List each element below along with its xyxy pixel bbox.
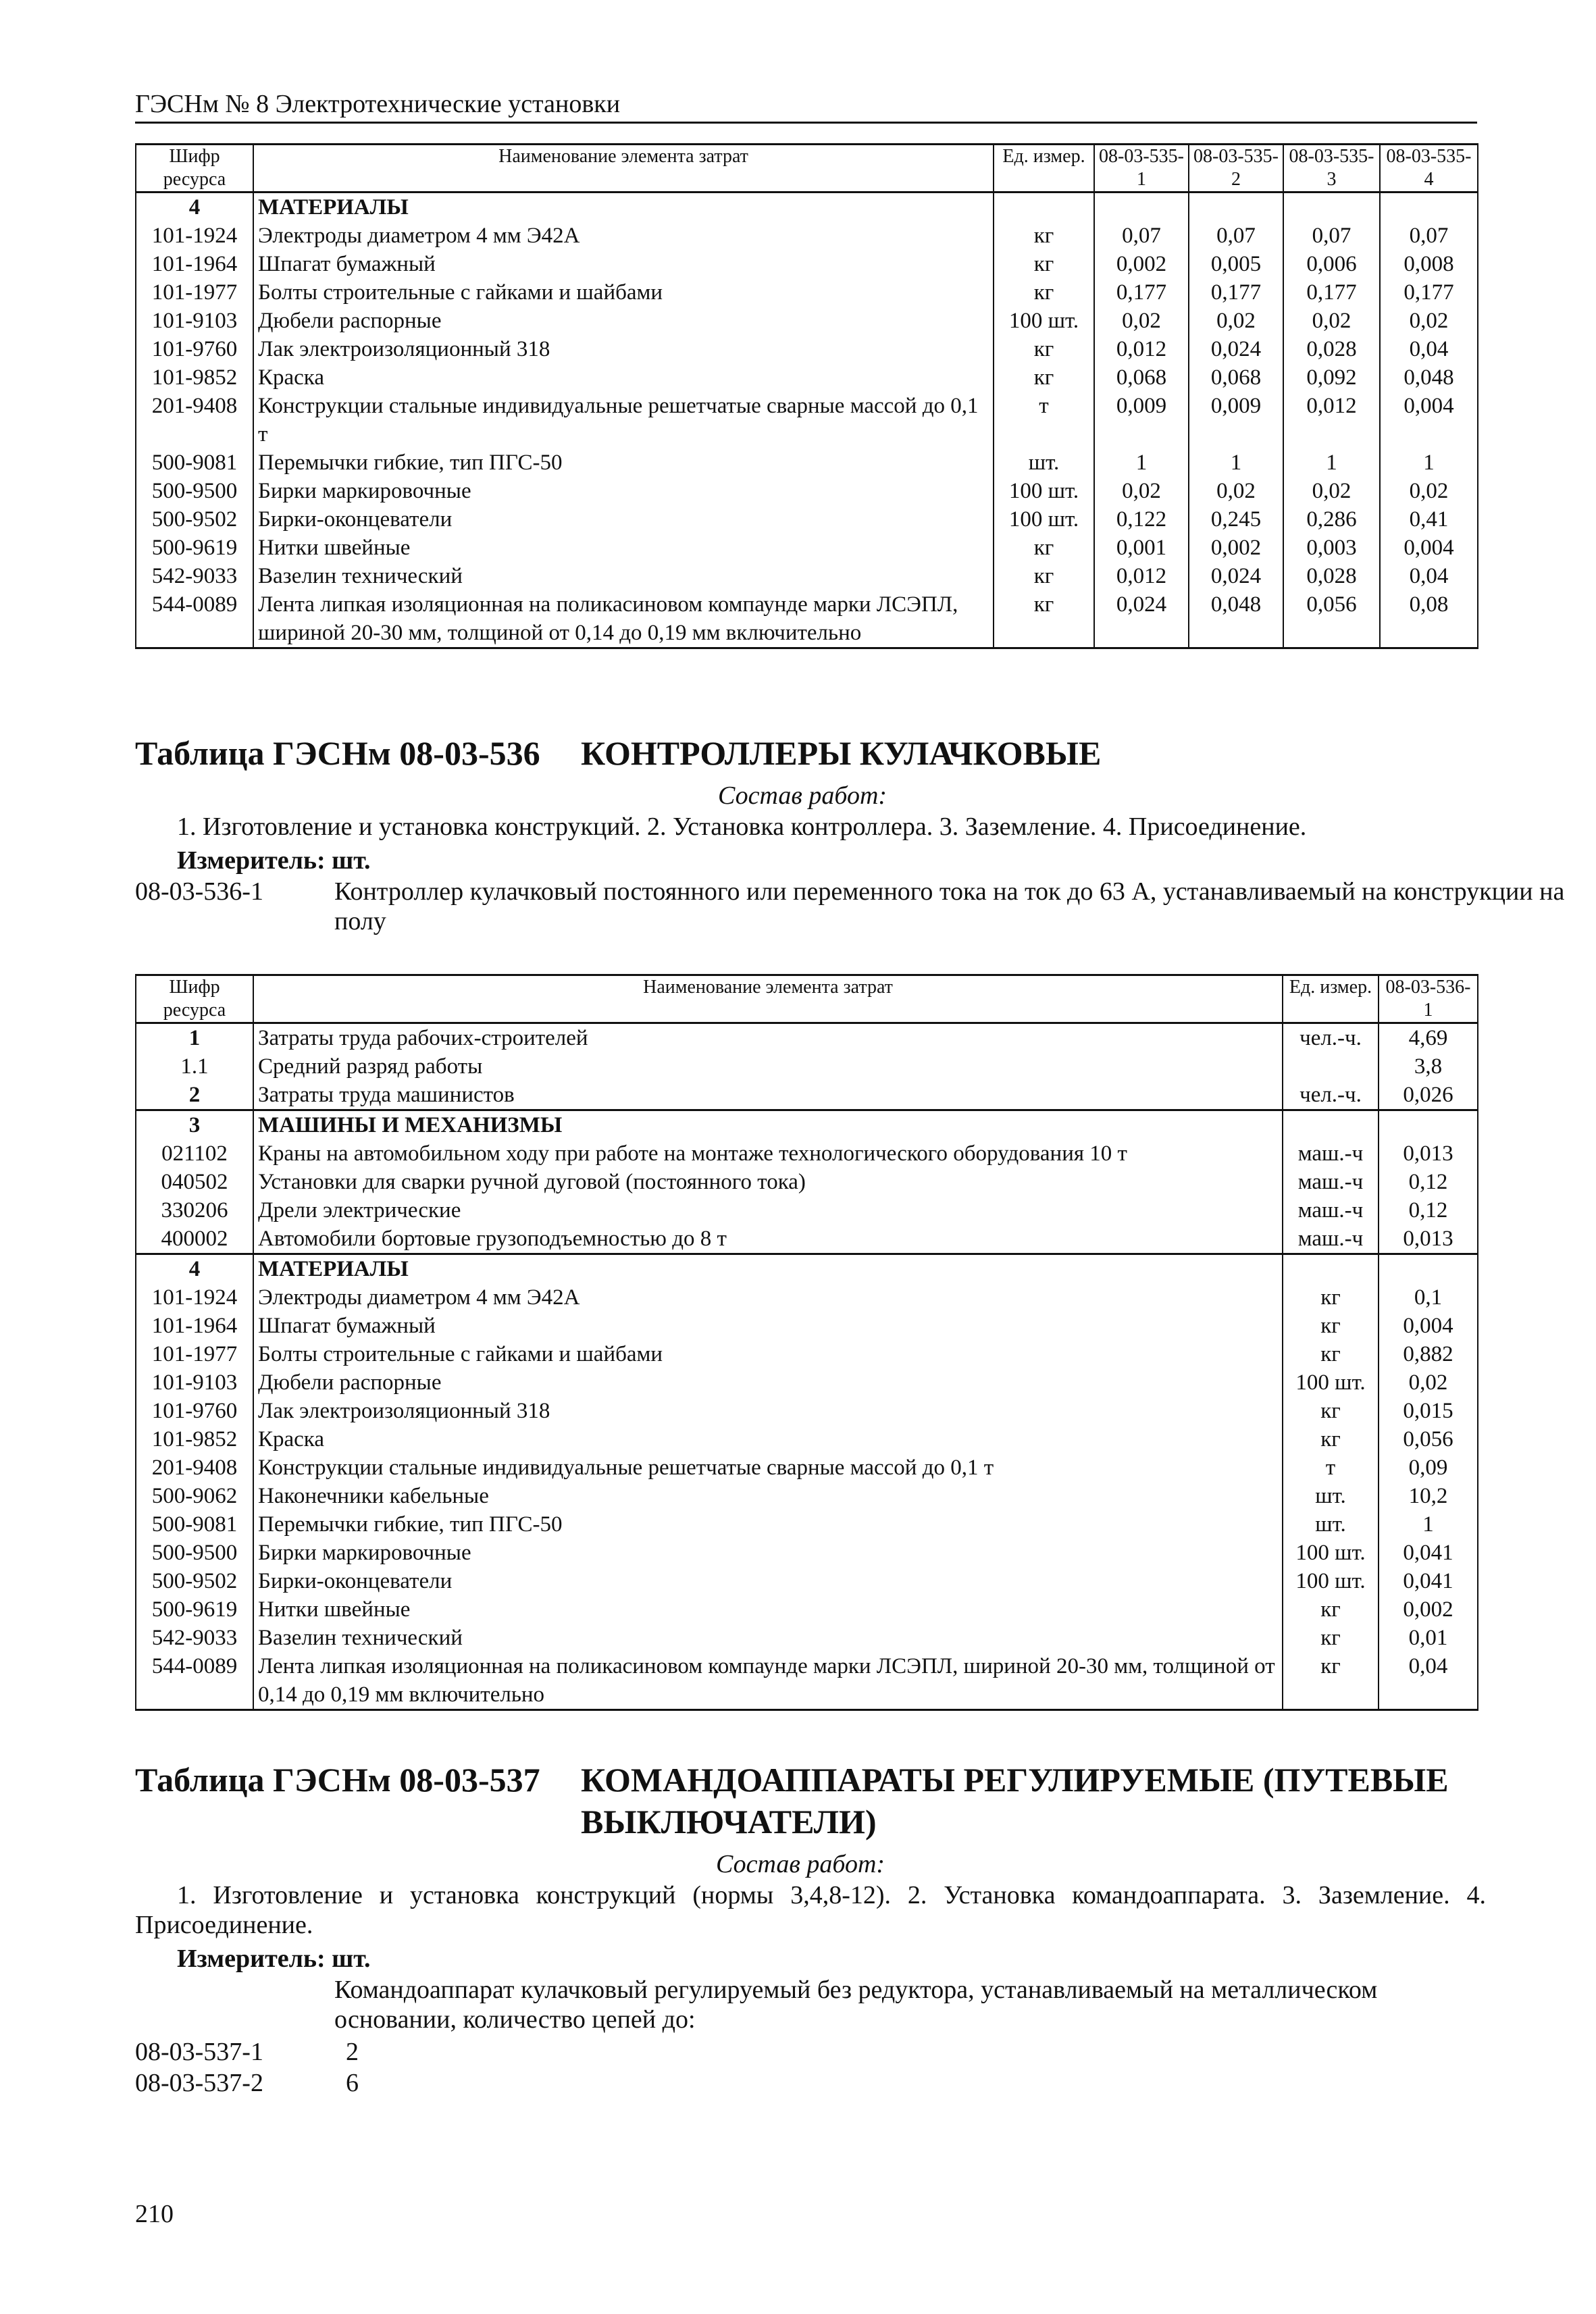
unit: кг — [1283, 1340, 1379, 1368]
col-header-name: Наименование элемента затрат — [253, 975, 1283, 1023]
resource-name: Лента липкая изоляционная на поликасиновом компаунде марки ЛСЭПЛ, шириной 20-30 мм, толщиной от 0,14 до 0,19 мм включительно — [253, 1652, 1283, 1710]
unit: т — [1283, 1454, 1379, 1482]
resource-code: 330206 — [136, 1196, 253, 1225]
table-row — [136, 1624, 1478, 1652]
table-536-number: Таблица ГЭСНм 08-03-536 — [135, 734, 540, 772]
section-row — [136, 1110, 1478, 1140]
table-row — [136, 307, 1478, 335]
unit: кг — [994, 335, 1094, 363]
unit: кг — [994, 562, 1094, 590]
unit: шт. — [994, 448, 1094, 477]
value-535-3: 0,286 — [1283, 505, 1380, 534]
resource-name: Конструкции стальные индивидуальные решетчатые сварные массой до 0,1 т — [253, 1454, 1283, 1482]
resource-code: 500-9619 — [136, 1595, 253, 1624]
resource-code: 101-1924 — [136, 1283, 253, 1312]
value-536-1: 0,041 — [1379, 1567, 1478, 1595]
value-535-4: 0,008 — [1380, 250, 1478, 278]
resource-name: Дрели электрические — [253, 1196, 1283, 1225]
table-row — [136, 1052, 1478, 1081]
page-number: 210 — [135, 2200, 174, 2228]
resource-name: Бирки-оконцеватели — [253, 1567, 1283, 1595]
table-row — [136, 1482, 1478, 1510]
resource-code: 201-9408 — [136, 392, 253, 448]
table-row — [136, 477, 1478, 505]
resource-name: Перемычки гибкие, тип ПГС-50 — [253, 1510, 1283, 1539]
unit: кг — [994, 222, 1094, 250]
norm-code: 08-03-536-1 — [135, 877, 263, 906]
value-535-3: 0,177 — [1283, 278, 1380, 307]
resource-name: Лак электроизоляционный 318 — [253, 1397, 1283, 1425]
resource-code: 542-9033 — [136, 1624, 253, 1652]
value-535-2: 0,024 — [1189, 335, 1283, 363]
value-535-1: 0,122 — [1094, 505, 1189, 534]
resource-code: 400002 — [136, 1225, 253, 1254]
work-composition-label: Состав работ: — [718, 781, 887, 810]
value-536-1: 0,09 — [1379, 1454, 1478, 1482]
col-header-code: Шифр ресурса — [136, 145, 253, 192]
resource-code: 101-9103 — [136, 307, 253, 335]
unit: кг — [994, 363, 1094, 392]
unit: кг — [1283, 1283, 1379, 1312]
value-535-2: 0,07 — [1189, 222, 1283, 250]
table-row — [136, 1081, 1478, 1110]
value-535-3: 0,028 — [1283, 335, 1380, 363]
resource-name: Краска — [253, 1425, 1283, 1454]
table-row — [136, 1139, 1478, 1168]
table-row — [136, 562, 1478, 590]
table-536 — [135, 974, 1478, 1711]
table-row — [136, 1312, 1478, 1340]
value-536-1: 0,056 — [1379, 1425, 1478, 1454]
value-535-1: 0,02 — [1094, 477, 1189, 505]
value-535-4: 1 — [1380, 448, 1478, 477]
resource-name: Электроды диаметром 4 мм Э42А — [253, 222, 994, 250]
value-536-1: 0,015 — [1379, 1397, 1478, 1425]
value-535-3: 0,056 — [1283, 590, 1380, 648]
col-header-535-3: 08-03-535-3 — [1283, 145, 1380, 192]
value-535-4: 0,004 — [1380, 392, 1478, 448]
resource-code: 101-9852 — [136, 1425, 253, 1454]
section-code: 4 — [136, 1254, 253, 1284]
unit: 100 шт. — [994, 307, 1094, 335]
col-header-code: Шифр ресурса — [136, 975, 253, 1023]
section-name: МАШИНЫ И МЕХАНИЗМЫ — [253, 1110, 1283, 1140]
resource-name: Вазелин технический — [253, 562, 994, 590]
value-536-1: 0,02 — [1379, 1368, 1478, 1397]
value-536-1: 3,8 — [1379, 1052, 1478, 1081]
resource-code: 500-9500 — [136, 477, 253, 505]
unit: 100 шт. — [1283, 1368, 1379, 1397]
value-535-1: 0,07 — [1094, 222, 1189, 250]
table-row — [136, 1397, 1478, 1425]
value-535-1: 0,009 — [1094, 392, 1189, 448]
value-536-1: 0,041 — [1379, 1539, 1478, 1567]
value-535-3: 1 — [1283, 448, 1380, 477]
unit: кг — [1283, 1425, 1379, 1454]
unit: кг — [994, 590, 1094, 648]
section-name: МАТЕРИАЛЫ — [253, 1254, 1283, 1284]
value-536-1: 0,12 — [1379, 1196, 1478, 1225]
value-536-1: 10,2 — [1379, 1482, 1478, 1510]
value-536-1: 0,002 — [1379, 1595, 1478, 1624]
value-535-4: 0,04 — [1380, 335, 1478, 363]
resource-name: Наконечники кабельные — [253, 1482, 1283, 1510]
resource-code: 040502 — [136, 1168, 253, 1196]
value-535-1: 0,024 — [1094, 590, 1189, 648]
value-535-2: 0,177 — [1189, 278, 1283, 307]
table-row — [136, 1567, 1478, 1595]
value-535-3: 0,02 — [1283, 477, 1380, 505]
table-row — [136, 392, 1478, 448]
resource-name: Конструкции стальные индивидуальные решетчатые сварные массой до 0,1 т — [253, 392, 994, 448]
resource-name: Затраты труда рабочих-строителей — [253, 1023, 1283, 1053]
value-535-1: 0,012 — [1094, 562, 1189, 590]
table-row — [136, 1454, 1478, 1482]
value-535-1: 0,177 — [1094, 278, 1189, 307]
table-row — [136, 1225, 1478, 1254]
unit: кг — [1283, 1595, 1379, 1624]
resource-name: Лента липкая изоляционная на поликасиновом компаунде марки ЛСЭПЛ, шириной 20-30 мм, толщиной от 0,14 до 0,19 мм включительно — [253, 590, 994, 648]
norm-code: 08-03-537-1 — [135, 2038, 263, 2066]
table-row — [136, 1510, 1478, 1539]
resource-code: 500-9062 — [136, 1482, 253, 1510]
unit: кг — [1283, 1624, 1379, 1652]
value-536-1: 0,013 — [1379, 1139, 1478, 1168]
table-row — [136, 1425, 1478, 1454]
resource-code: 101-1924 — [136, 222, 253, 250]
value-536-1: 4,69 — [1379, 1023, 1478, 1053]
unit — [1283, 1052, 1379, 1081]
col-header-unit: Ед. измер. — [994, 145, 1094, 192]
unit: 100 шт. — [994, 505, 1094, 534]
running-header: ГЭСНм № 8 Электротехнические установки — [135, 89, 1477, 124]
section-code: 3 — [136, 1110, 253, 1140]
value-535-3: 0,092 — [1283, 363, 1380, 392]
work-composition-text: 1. Изготовление и установка конструкций (нормы 3,4,8-12). 2. Установка командоаппарата. 3. Заземление. 4. Присоединение. — [135, 1881, 1486, 1939]
section-row-materials — [136, 192, 1478, 222]
table-row — [136, 363, 1478, 392]
norm-537-2 — [135, 2068, 540, 2098]
resource-name: Затраты труда машинистов — [253, 1081, 1283, 1110]
value-536-1: 0,013 — [1379, 1225, 1478, 1254]
value-535-2: 0,024 — [1189, 562, 1283, 590]
value-535-4: 0,02 — [1380, 477, 1478, 505]
value-535-1: 0,02 — [1094, 307, 1189, 335]
resource-code: 101-1977 — [136, 1340, 253, 1368]
value-536-1: 0,026 — [1379, 1081, 1478, 1110]
value-535-4: 0,08 — [1380, 590, 1478, 648]
table-row — [136, 534, 1478, 562]
value-535-4: 0,04 — [1380, 562, 1478, 590]
resource-name: Краны на автомобильном ходу при работе на монтаже технологического оборудования 10 т — [253, 1139, 1283, 1168]
resource-name: Болты строительные с гайками и шайбами — [253, 1340, 1283, 1368]
value-535-1: 0,012 — [1094, 335, 1189, 363]
col-header-unit: Ед. измер. — [1283, 975, 1379, 1023]
unit: кг — [1283, 1312, 1379, 1340]
resource-code: 500-9502 — [136, 1567, 253, 1595]
norm-code: 08-03-537-2 — [135, 2069, 263, 2097]
table-row — [136, 1340, 1478, 1368]
unit: маш.-ч — [1283, 1196, 1379, 1225]
value-536-1: 0,1 — [1379, 1283, 1478, 1312]
norm-value: 6 — [346, 2069, 359, 2097]
table-row — [136, 1539, 1478, 1567]
unit: маш.-ч — [1283, 1225, 1379, 1254]
resource-code: 101-1964 — [136, 250, 253, 278]
table-537-name-line2: ВЫКЛЮЧАТЕЛИ) — [581, 1803, 877, 1841]
col-header-535-1: 08-03-535-1 — [1094, 145, 1189, 192]
unit: кг — [994, 250, 1094, 278]
section-code: 4 — [136, 192, 253, 222]
value-535-1: 0,068 — [1094, 363, 1189, 392]
table-row — [136, 590, 1478, 648]
unit: шт. — [1283, 1482, 1379, 1510]
unit: маш.-ч — [1283, 1139, 1379, 1168]
value-535-2: 0,005 — [1189, 250, 1283, 278]
table-536-name: КОНТРОЛЛЕРЫ КУЛАЧКОВЫЕ — [581, 734, 1102, 772]
table-row — [136, 1368, 1478, 1397]
resource-name: Электроды диаметром 4 мм Э42А — [253, 1283, 1283, 1312]
norm-text: Контроллер кулачковый постоянного или переменного тока на ток до 63 А, устанавливаемый на конструкции на полу — [334, 877, 1565, 935]
table-537-name-line1: КОМАНДОАППАРАТЫ РЕГУЛИРУЕМЫЕ (ПУТЕВЫЕ — [581, 1761, 1449, 1799]
resource-name: Вазелин технический — [253, 1624, 1283, 1652]
table-row — [136, 1652, 1478, 1710]
resource-code: 201-9408 — [136, 1454, 253, 1482]
resource-code: 544-0089 — [136, 1652, 253, 1710]
value-535-3: 0,012 — [1283, 392, 1380, 448]
value-535-1: 1 — [1094, 448, 1189, 477]
resource-name: Средний разряд работы — [253, 1052, 1283, 1081]
value-536-1: 0,12 — [1379, 1168, 1478, 1196]
resource-name: Краска — [253, 363, 994, 392]
table-row — [136, 1283, 1478, 1312]
value-536-1: 1 — [1379, 1510, 1478, 1539]
col-header-535-4: 08-03-535-4 — [1380, 145, 1478, 192]
resource-code: 101-9103 — [136, 1368, 253, 1397]
value-535-4: 0,048 — [1380, 363, 1478, 392]
value-535-3: 0,006 — [1283, 250, 1380, 278]
work-composition-text: 1. Изготовление и установка конструкций. 2. Установка контроллера. 3. Заземление. 4. Присоединение. — [177, 813, 1307, 841]
table-row — [136, 222, 1478, 250]
col-header-536-1: 08-03-536-1 — [1379, 975, 1478, 1023]
resource-code: 101-1964 — [136, 1312, 253, 1340]
table-536-title — [135, 734, 1101, 773]
table-row — [136, 1595, 1478, 1624]
value-535-4: 0,02 — [1380, 307, 1478, 335]
table-537-title — [135, 1760, 1449, 1799]
value-535-4: 0,41 — [1380, 505, 1478, 534]
resource-code: 542-9033 — [136, 562, 253, 590]
resource-name: Дюбели распорные — [253, 307, 994, 335]
resource-name: Бирки маркировочные — [253, 1539, 1283, 1567]
norm-537-1 — [135, 2037, 540, 2067]
measure-unit: Измеритель: шт. — [177, 1945, 371, 1973]
work-composition-label: Состав работ: — [716, 1850, 885, 1878]
resource-code: 500-9502 — [136, 505, 253, 534]
resource-name: Лак электроизоляционный 318 — [253, 335, 994, 363]
value-535-4: 0,004 — [1380, 534, 1478, 562]
value-536-1: 0,04 — [1379, 1652, 1478, 1710]
resource-name: Бирки маркировочные — [253, 477, 994, 505]
unit: чел.-ч. — [1283, 1081, 1379, 1110]
value-535-4: 0,177 — [1380, 278, 1478, 307]
unit: 100 шт. — [1283, 1539, 1379, 1567]
value-535-3: 0,02 — [1283, 307, 1380, 335]
table-row — [136, 448, 1478, 477]
value-535-2: 0,068 — [1189, 363, 1283, 392]
resource-code: 500-9081 — [136, 1510, 253, 1539]
value-535-2: 0,048 — [1189, 590, 1283, 648]
value-535-2: 0,02 — [1189, 307, 1283, 335]
section-row — [136, 1254, 1478, 1284]
measure-unit: Измеритель: шт. — [177, 846, 371, 875]
col-header-535-2: 08-03-535-2 — [1189, 145, 1283, 192]
value-535-3: 0,003 — [1283, 534, 1380, 562]
resource-code: 500-9619 — [136, 534, 253, 562]
resource-name: Шпагат бумажный — [253, 250, 994, 278]
table-537-number: Таблица ГЭСНм 08-03-537 — [135, 1761, 540, 1799]
unit: кг — [1283, 1652, 1379, 1710]
resource-name: Нитки швейные — [253, 1595, 1283, 1624]
value-535-2: 0,009 — [1189, 392, 1283, 448]
table-row — [136, 1023, 1478, 1053]
resource-code: 1.1 — [136, 1052, 253, 1081]
resource-code: 101-9852 — [136, 363, 253, 392]
unit: кг — [994, 278, 1094, 307]
resource-name: Дюбели распорные — [253, 1368, 1283, 1397]
value-535-2: 0,245 — [1189, 505, 1283, 534]
value-535-2: 0,02 — [1189, 477, 1283, 505]
table-row — [136, 1196, 1478, 1225]
value-536-1: 0,01 — [1379, 1624, 1478, 1652]
unit: маш.-ч — [1283, 1168, 1379, 1196]
resource-code: 101-9760 — [136, 1397, 253, 1425]
unit: шт. — [1283, 1510, 1379, 1539]
resource-name: Шпагат бумажный — [253, 1312, 1283, 1340]
value-535-3: 0,07 — [1283, 222, 1380, 250]
table-row — [136, 250, 1478, 278]
value-535-3: 0,028 — [1283, 562, 1380, 590]
resource-name: Нитки швейные — [253, 534, 994, 562]
section-name: МАТЕРИАЛЫ — [253, 192, 994, 222]
col-header-name: Наименование элемента затрат — [253, 145, 994, 192]
resource-code: 101-9760 — [136, 335, 253, 363]
norm-intro: Командоаппарат кулачковый регулируемый без редуктора, устанавливаемый на металлическом основании, количество цепей до: — [334, 1976, 1378, 2034]
resource-code: 101-1977 — [136, 278, 253, 307]
norm-value: 2 — [346, 2038, 359, 2066]
value-536-1: 0,004 — [1379, 1312, 1478, 1340]
value-535-1: 0,001 — [1094, 534, 1189, 562]
table-row — [136, 278, 1478, 307]
unit: 100 шт. — [994, 477, 1094, 505]
resource-name: Установки для сварки ручной дуговой (постоянного тока) — [253, 1168, 1283, 1196]
resource-code: 1 — [136, 1023, 253, 1053]
resource-code: 500-9081 — [136, 448, 253, 477]
table-535 — [135, 143, 1478, 649]
resource-code: 544-0089 — [136, 590, 253, 648]
unit: кг — [1283, 1397, 1379, 1425]
resource-code: 2 — [136, 1081, 253, 1110]
table-row — [136, 505, 1478, 534]
table-row — [136, 335, 1478, 363]
resource-name: Болты строительные с гайками и шайбами — [253, 278, 994, 307]
unit: 100 шт. — [1283, 1567, 1379, 1595]
value-536-1: 0,882 — [1379, 1340, 1478, 1368]
value-535-2: 1 — [1189, 448, 1283, 477]
resource-name: Перемычки гибкие, тип ПГС-50 — [253, 448, 994, 477]
table-row — [136, 1168, 1478, 1196]
unit: т — [994, 392, 1094, 448]
value-535-4: 0,07 — [1380, 222, 1478, 250]
unit: чел.-ч. — [1283, 1023, 1379, 1053]
value-535-2: 0,002 — [1189, 534, 1283, 562]
norm-536-1 — [135, 877, 1565, 939]
unit: кг — [994, 534, 1094, 562]
resource-name: Автомобили бортовые грузоподъемностью до 8 т — [253, 1225, 1283, 1254]
resource-code: 021102 — [136, 1139, 253, 1168]
resource-code: 500-9500 — [136, 1539, 253, 1567]
value-535-1: 0,002 — [1094, 250, 1189, 278]
resource-name: Бирки-оконцеватели — [253, 505, 994, 534]
